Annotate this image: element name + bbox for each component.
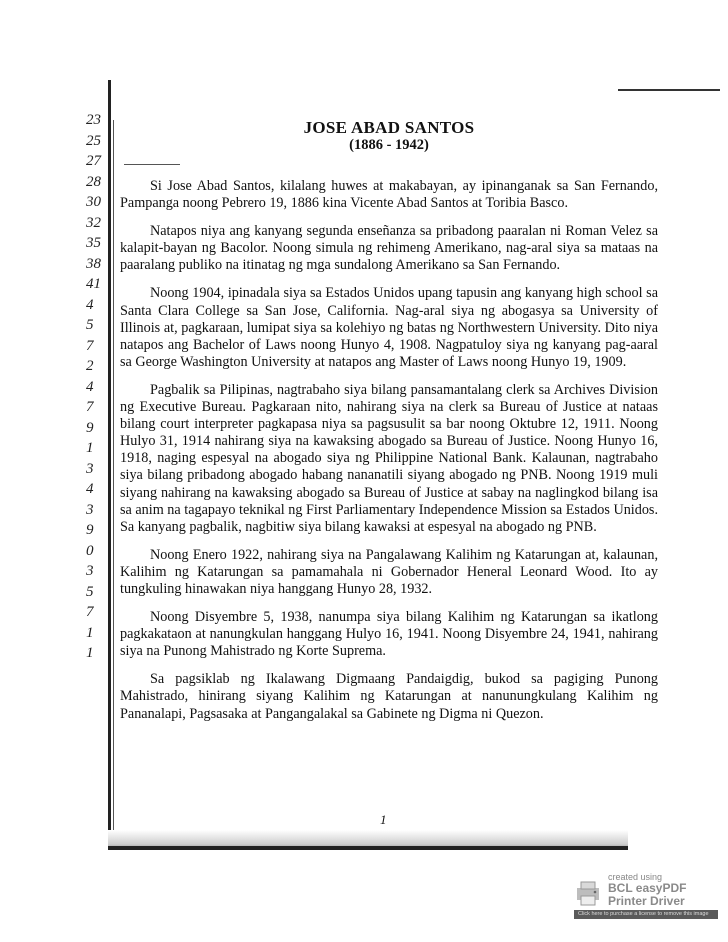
binding-edge-inner xyxy=(113,120,114,830)
margin-number: 7 xyxy=(86,399,94,415)
margin-number: 1 xyxy=(86,440,94,456)
margin-number: 7 xyxy=(86,337,94,354)
margin-number: 35 xyxy=(86,235,101,251)
paragraph: Pagbalik sa Pilipinas, nagtrabaho siya bilang pansamantalang clerk sa Archives Division ng Executive Bureau. Pagkaraan nito, nahirang siya na clerk sa Bureau of Justice at nataas bilang court interpreter pagkapasa niya sa pagsusulit sa bar noong Oktubre 12, 1911. Noong Hulyo 31, 1914 nahirang siya na kawaksing abogado sa Bureau of Justice. Noong Hunyo 16, 1918, naging espesyal na abogado siya ng Philippine National Bank. Kalaunan, nagtrabaho siya bilang pribadong abogado habang nananatili siyang abogado ng PNB. Noong 1919 muli siyang nahirang na kawaksing abogado sa Bureau of Justice at sabay na naglingkod bilang isa sa anim na tagapayo teknikal ng First Parliamentary Independence Mission sa Estados Unidos. Sa kanyang pagbalik, nagbitiw siya bilang kawaksi at espesyal na abogado ng PNB. xyxy=(120,381,658,535)
paragraph: Noong Disyembre 5, 1938, nanumpa siya bilang Kalihim ng Katarungan sa ikatlong pagkakataon at nanungkulan hanggang Hulyo 16, 1941. Noong Disyembre 24, 1941, nahirang siya na Punong Mahistrado ng Korte Suprema. xyxy=(120,609,658,660)
margin-number: 7 xyxy=(86,604,94,620)
margin-number: 1 xyxy=(86,645,94,661)
margin-number: 5 xyxy=(86,317,94,333)
watermark-purchase-link[interactable]: Click here to purchase a license to remove this image xyxy=(574,910,718,919)
document-dates: (1886 - 1942) xyxy=(349,137,429,153)
margin-number: 4 xyxy=(86,481,94,497)
document-body xyxy=(120,178,658,734)
watermark-driver: Printer Driver xyxy=(608,894,685,908)
margin-number: 1 xyxy=(86,624,94,641)
margin-number: 28 xyxy=(86,173,101,190)
margin-number: 27 xyxy=(86,153,101,169)
margin-number: 2 xyxy=(86,358,94,374)
margin-number: 23 xyxy=(86,112,101,128)
watermark-badge[interactable] xyxy=(572,866,720,920)
margin-number: 5 xyxy=(86,583,94,600)
margin-number: 4 xyxy=(86,378,94,395)
paragraph: Si Jose Abad Santos, kilalang huwes at makabayan, ay ipinanganak sa San Fernando, Pampanga noong Pebrero 19, 1886 kina Vicente Abad Santos at Toribia Basco. xyxy=(120,178,658,212)
margin-number: 0 xyxy=(86,542,94,559)
margin-number: 3 xyxy=(86,563,94,579)
page-number: 1 xyxy=(380,812,387,827)
margin-number: 25 xyxy=(86,132,101,149)
margin-number: 3 xyxy=(86,501,94,518)
bottom-page-edge xyxy=(108,846,628,850)
margin-number: 41 xyxy=(86,276,101,292)
margin-number: 30 xyxy=(86,194,101,210)
paragraph: Sa pagsiklab ng Ikalawang Digmaang Pandaigdig, bukod sa pagiging Punong Mahistrado, hinirang siyang Kalihim ng Katarungan at nanunungkulang Kalihim ng Pananalapi, Pagsasaka at Pangangalakal sa Gabinete ng Digma ni Quezon. xyxy=(120,671,658,722)
paragraph: Noong 1904, ipinadala siya sa Estados Unidos upang tapusin ang kanyang high school sa Santa Clara College sa San Jose, California. Nag-aral siya ng abogasya sa University of Illinois at, pagkaraan, lumipat siya sa kolehiyo ng batas ng Northwestern University. Dito niya natapos ang Bachelor of Laws noong Hunyo 4, 1908. Nagpatuloy siya ng kanyang pag-aaral sa George Washington University at natapos ang Master of Laws noong Hunyo 19, 1909. xyxy=(120,285,658,370)
paragraph: Noong Enero 1922, nahirang siya na Pangalawang Kalihim ng Katarungan at, kalaunan, Kalihim ng Katarungan sa pamamahala ni Gobernador Heneral Leonard Wood. Ito ay tungkuling hinawakan niya hanggang Hunyo 28, 1932. xyxy=(120,546,658,597)
document-title: JOSE ABAD SANTOS xyxy=(303,118,475,137)
watermark-product: BCL easyPDF xyxy=(608,881,687,895)
margin-number: 32 xyxy=(86,214,101,231)
watermark-line1: created using xyxy=(608,872,663,882)
margin-number: 4 xyxy=(86,296,94,313)
margin-number: 38 xyxy=(86,255,101,272)
margin-number: 3 xyxy=(86,460,94,477)
margin-numbers xyxy=(86,110,108,664)
top-right-rule xyxy=(618,89,720,91)
paragraph: Natapos niya ang kanyang segunda enseñanza sa pribadong paaralan ni Roman Velez sa kalapit-bayan ng Bacolor. Noong simula ng rehimeng Amerikano, nag-aral siya sa mataas na paaralang publiko na itinatag ng mga sundalong Amerikano sa San Fernando. xyxy=(120,223,658,274)
watermark-line2 xyxy=(608,882,686,908)
margin-number: 9 xyxy=(86,522,94,538)
margin-number: 9 xyxy=(86,419,94,436)
binding-edge xyxy=(108,80,111,840)
printer-logo-icon xyxy=(574,880,602,906)
short-rule xyxy=(124,164,180,165)
